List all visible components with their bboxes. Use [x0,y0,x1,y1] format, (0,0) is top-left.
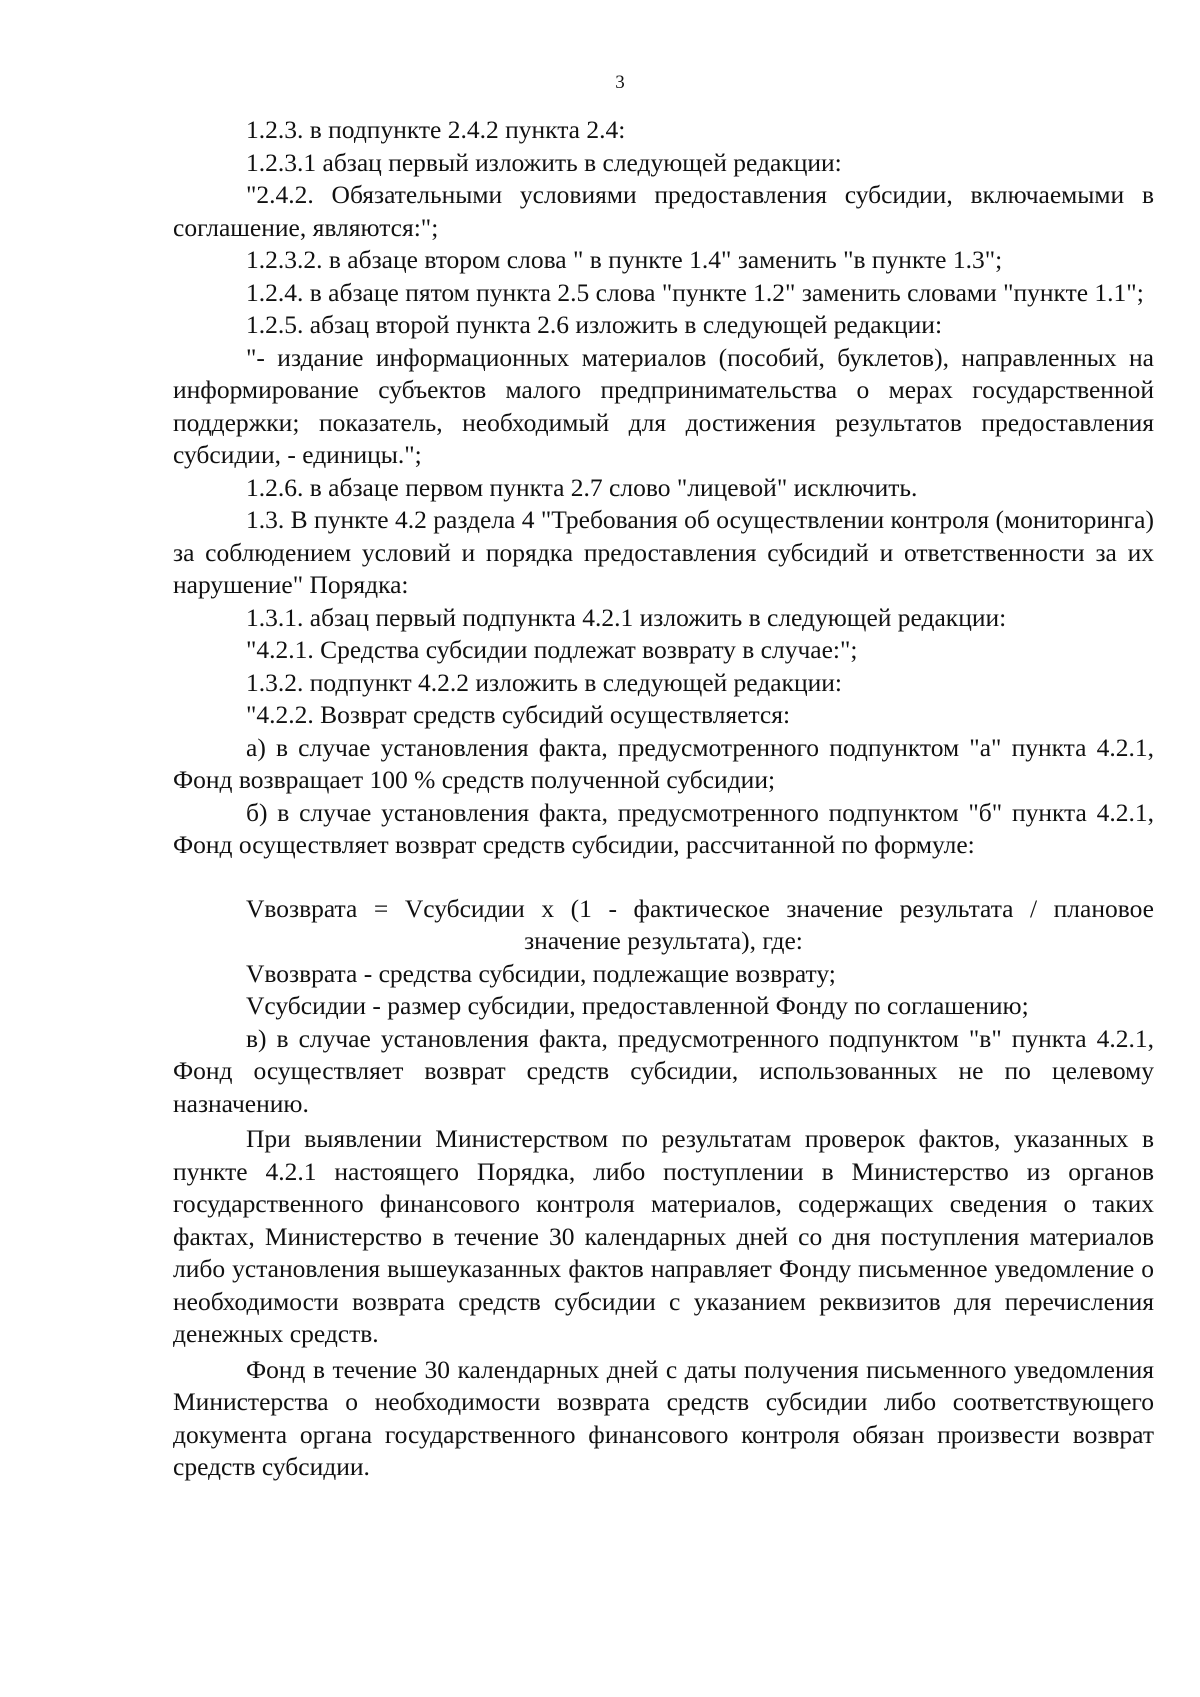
paragraph: 1.3. В пункте 4.2 раздела 4 "Требования об осуществлении контроля (мониторинга) за соблюдением условий и порядка предоставления субсидий и ответственности за их нарушение" Порядка: [173,505,1154,599]
paragraph: 1.2.3.2. в абзаце втором слова " в пункте 1.4" заменить "в пункте 1.3"; [246,245,1003,274]
paragraph: "- издание информационных материалов (пособий, буклетов), направленных на информирование субъектов малого предпринимательства о мерах государственной поддержки; показатель, необходимый для достижения результатов предоставления субсидии, - единицы."; [173,342,1154,469]
paragraph: 1.2.6. в абзаце первом пункта 2.7 слово "лицевой" исключить. [246,472,918,502]
paragraph: 1.2.4. в абзаце пятом пункта 2.5 слова "пункте 1.2" заменить словами "пункте 1.1"; [246,277,1144,307]
paragraph: 1.2.3.1 абзац первый изложить в следующей редакции: [246,147,842,177]
page-number: 3 [615,72,625,93]
paragraph: При выявлении Министерством по результатам проверок фактов, указанных в пункте 4.2.1 настоящего Порядка, либо поступлении в Министерство из органов государственного финансового контроля материалов, содержащих сведения о таких фактах, Министерство в течение 30 календарных дней со дня поступления материалов либо установления вышеуказанных фактов направляет Фонду письменное уведомление о необходимости возврата средств субсидии с указанием реквизитов для перечисления денежных средств. [173,1124,1154,1348]
paragraph: "4.2.1. Средства субсидии подлежат возврату в случае:"; [246,635,858,664]
document-body [173,114,1154,1484]
paragraph: в) в случае установления факта, предусмотренного подпунктом "в" пункта 4.2.1, Фонд осуществляет возврат средств субсидии, использованных не по целевому назначению. [173,1023,1154,1118]
formula: Vвозврата = Vсубсидии x (1 - фактическое значение результата / плановое значение результата), где: [246,893,1154,955]
paragraph: 1.2.5. абзац второй пункта 2.6 изложить в следующей редакции: [246,310,943,339]
paragraph: "4.2.2. Возврат средств субсидий осуществляется: [246,700,791,729]
paragraph: Фонд в течение 30 календарных дней с даты получения письменного уведомления Министерства о необходимости возврата средств субсидии либо соответствующего документа органа государственного финансового контроля обязан произвести возврат средств субсидии. [173,1354,1154,1481]
paragraph: 1.3.2. подпункт 4.2.2 изложить в следующей редакции: [246,667,842,697]
paragraph: б) в случае установления факта, предусмотренного подпунктом "б" пункта 4.2.1, Фонд осуществляет возврат средств субсидии, рассчитанной по формуле: [173,797,1154,859]
paragraph: а) в случае установления факта, предусмотренного подпунктом "а" пункта 4.2.1, Фонд возвращает 100 % средств полученной субсидии; [173,732,1154,794]
paragraph: 1.3.1. абзац первый подпункта 4.2.1 изложить в следующей редакции: [246,602,1007,632]
paragraph: Vвозврата - средства субсидии, подлежащие возврату; [246,958,836,988]
paragraph: "2.4.2. Обязательными условиями предоставления субсидии, включаемыми в соглашение, являются:"; [173,180,1154,242]
paragraph: Vсубсидии - размер субсидии, предоставленной Фонду по соглашению; [246,991,1029,1020]
paragraph: 1.2.3. в подпункте 2.4.2 пункта 2.4: [246,115,626,144]
